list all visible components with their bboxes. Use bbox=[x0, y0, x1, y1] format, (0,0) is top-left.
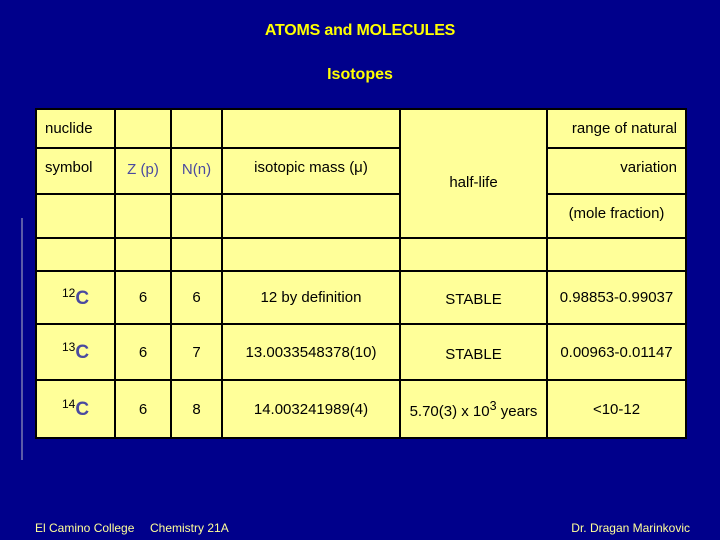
page-subtitle: Isotopes bbox=[327, 66, 393, 83]
z-cell: 6 bbox=[115, 271, 171, 325]
half-life-exponent: 3 bbox=[489, 398, 497, 413]
element-symbol: C bbox=[75, 399, 90, 421]
half-life-cell bbox=[400, 380, 547, 438]
z-cell: 6 bbox=[115, 380, 171, 438]
mass-cell: 13.0033548378(10) bbox=[222, 324, 400, 380]
table-row bbox=[36, 271, 686, 325]
nuclide-cell bbox=[36, 324, 115, 380]
half-life-value: 5.70(3) x 10 bbox=[409, 402, 490, 420]
half-life-unit: years bbox=[496, 402, 538, 420]
mass-number: 14 bbox=[61, 397, 76, 412]
n-cell: 8 bbox=[171, 380, 222, 438]
header-nuclide: nuclide bbox=[36, 109, 115, 148]
header-half-life: half-life bbox=[400, 109, 547, 238]
half-life-value: STABLE bbox=[445, 291, 502, 309]
mass-cell: 14.003241989(4) bbox=[222, 380, 400, 438]
n-cell: 7 bbox=[171, 324, 222, 380]
z-cell: 6 bbox=[115, 324, 171, 380]
header-range-line3: (mole fraction) bbox=[547, 194, 686, 238]
header-isotopic-mass: isotopic mass (μ) bbox=[222, 148, 400, 194]
header-range-line2: variation bbox=[547, 148, 686, 194]
nuclide-cell bbox=[36, 271, 115, 325]
header-n: N(n) bbox=[171, 148, 222, 194]
nuclide-cell bbox=[36, 380, 115, 438]
page-title: ATOMS and MOLECULES bbox=[264, 22, 456, 39]
half-life-cell bbox=[400, 271, 547, 325]
half-life-cell bbox=[400, 324, 547, 380]
n-cell: 6 bbox=[171, 271, 222, 325]
header-symbol: symbol bbox=[36, 148, 115, 194]
table-row bbox=[36, 380, 686, 438]
header-z: Z (p) bbox=[115, 148, 171, 194]
mass-cell: 12 by definition bbox=[222, 271, 400, 325]
table-row bbox=[36, 324, 686, 380]
decorative-divider bbox=[21, 218, 23, 460]
footer-college: El Camino College bbox=[35, 521, 135, 535]
half-life-value: STABLE bbox=[445, 345, 502, 363]
footer-course: Chemistry 21A bbox=[150, 521, 229, 535]
mass-number: 12 bbox=[61, 285, 76, 300]
range-cell: 0.00963-0.01147 bbox=[547, 324, 686, 380]
range-cell: 0.98853-0.99037 bbox=[547, 271, 686, 325]
footer-author: Dr. Dragan Marinkovic bbox=[571, 521, 690, 535]
range-cell: <10-12 bbox=[547, 380, 686, 438]
isotope-table bbox=[35, 108, 687, 439]
element-symbol: C bbox=[75, 342, 90, 364]
mass-number: 13 bbox=[61, 340, 76, 355]
header-range-line1: range of natural bbox=[547, 109, 686, 148]
element-symbol: C bbox=[75, 287, 90, 309]
